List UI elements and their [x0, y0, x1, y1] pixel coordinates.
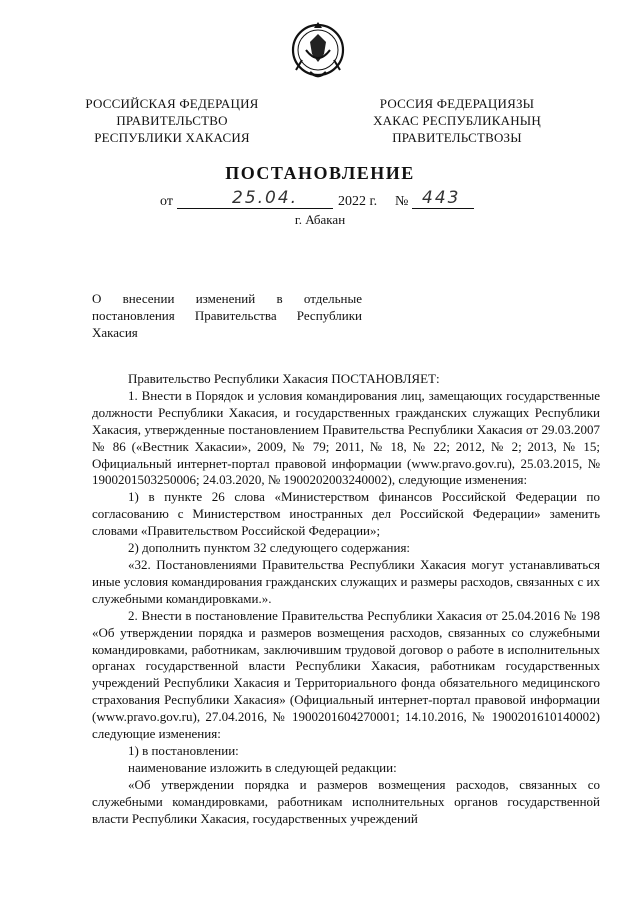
header-left-line-3: РЕСПУБЛИКИ ХАКАСИЯ: [94, 130, 250, 145]
body-paragraph: 1) в постановлении:: [128, 742, 239, 758]
header-right-line-2: ХАКАС РЕСПУБЛИКАНЫҢ: [373, 113, 541, 128]
body-paragraph: «32. Постановлениями Правительства Республики Хакасия могут устанавливаться иные условия командирования гражданских служащих и размеры расходов, связанных с их служебными командировками.».: [92, 556, 600, 606]
body-paragraph: «Об утверждении порядка и размеров возмещения расходов, связанных со служебными командировками, работникам исполнительных органов государственной власти Республики Хакасия, государственных учреждений: [92, 776, 600, 826]
header-left-line-1: РОССИЙСКАЯ ФЕДЕРАЦИЯ: [85, 96, 259, 111]
header-right-line-1: РОССИЯ ФЕДЕРАЦИЯЗЫ: [379, 96, 535, 111]
body-paragraph: Правительство Республики Хакасия ПОСТАНОВЛЯЕТ:: [128, 371, 440, 386]
body-paragraph: наименование изложить в следующей редакции:: [128, 759, 397, 775]
year-label: 2022 г.: [338, 194, 378, 209]
document-subject: О внесении изменений в отдельные постановления Правительства Республики Хакасия: [92, 291, 362, 340]
document-title: ПОСТАНОВЛЕНИЕ: [225, 163, 415, 183]
number-label: №: [395, 194, 409, 209]
header-left-line-2: ПРАВИТЕЛЬСТВО: [116, 113, 228, 128]
body-paragraph: 2. Внести в постановление Правительства Республики Хакасия от 25.04.2016 № 198 «Об утверждении порядка и размеров возмещения расходов, связанных со служебными командировками, работникам, заключившим трудовой договор о работе в исполнительных органах государственной власти Республики Хакасия, работникам государственных учреждений Республики Хакасия и Территориального фонда обязательного медицинского страхования Республики Хакасия» (Официальный интернет-портал правовой информации (www.pravo.gov.ru), 27.04.2016, № 1900201604270001; 14.10.2016, № 1900201610140002) следующие изменения:: [92, 607, 600, 742]
body-paragraph: 1. Внести в Порядок и условия командирования лиц, замещающих государственные должности Республики Хакасия, и государственных гражданских служащих Республики Хакасия, утвержденные постановлением Правительства Республики Хакасия от 29.03.2007 № 86 («Вестник Хакасии», 2009, № 79; 2011, № 18, № 22; 2012, № 2; 2013, № 15; Официальный интернет-портал правовой информации (www.pravo.gov.ru), 25.03.2015, № 1900201503250006; 24.03.2020, № 1900202003240002), следующие изменения:: [92, 387, 600, 488]
header-right-block: [352, 95, 562, 146]
handwritten-date: 25.04.: [232, 188, 299, 208]
city-label: г. Абакан: [294, 212, 346, 227]
coat-of-arms-emblem-icon: [288, 20, 348, 84]
header-right-line-3: ПРАВИТЕЛЬСТВОЗЫ: [392, 130, 522, 145]
header-left-block: [72, 95, 272, 146]
date-underline: [177, 208, 333, 209]
body-paragraph: 2) дополнить пунктом 32 следующего содержания:: [128, 540, 411, 556]
number-underline: [412, 208, 474, 209]
body-paragraph: 1) в пункте 26 слова «Министерством финансов Российской Федерации по согласованию с Министерством иностранных дел Российской Федерации» заменить словами «Правительством Российской Федерации»;: [92, 489, 600, 539]
document-body: [92, 371, 600, 827]
from-label: от: [160, 194, 173, 209]
handwritten-number: 443: [422, 188, 461, 208]
